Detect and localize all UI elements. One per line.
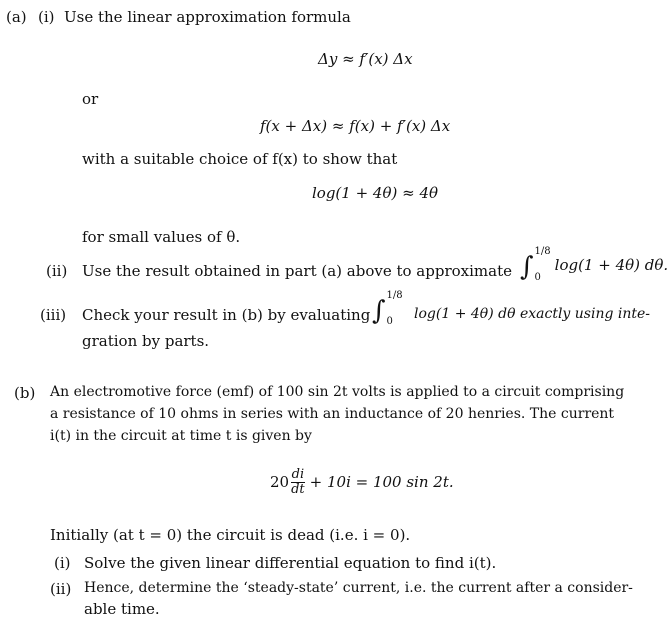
part-a-ii-label: (ii) [46,262,68,280]
derivative-numerator: di [291,467,305,482]
integral-sign: ∫ [372,296,386,326]
integrand: log(1 + 4θ) dθ. [554,256,669,274]
derivative-denominator: dt [291,481,305,497]
part-a-iii-label: (iii) [40,306,67,324]
integral-limits [387,292,403,326]
part-a-label: (a) [6,8,27,26]
integral-lower-limit: 0 [386,316,393,327]
part-a-iii-integral [372,292,407,326]
small-values-text: for small values of θ. [82,228,241,246]
part-b-ii-line1: Hence, determine the ‘steady-state’ current, i.e. the current after a consider- [84,580,633,596]
integral-upper-limit: 1/8 [386,290,403,301]
part-a-ii-integral [520,248,668,282]
part-b-i-label: (i) [54,554,71,572]
part-b-line2: a resistance of 10 ohms in series with an inductance of 20 henries. The current [50,406,615,422]
differential-equation [270,468,454,496]
part-a-iii-line2: gration by parts. [82,332,210,350]
part-a-i-intro: Use the linear approximation formula [64,8,351,26]
part-b-i-text: Solve the given linear differential equation to find i(t). [84,554,497,572]
part-a-i-label: (i) [38,8,55,26]
part-b-line1: An electromotive force (emf) of 100 sin 2t volts is applied to a circuit comprising [50,384,625,400]
integral-lower-limit: 0 [534,272,541,283]
part-b-line3: i(t) in the circuit at time t is given by [50,428,312,444]
derivative-fraction [290,468,306,496]
integral-limits [535,248,551,282]
eq-coefficient: 20 [270,473,290,492]
or-word: or [82,90,99,108]
linear-approx-formula-alt: f(x + Δx) ≈ f(x) + f′(x) Δx [260,117,451,135]
part-a-ii-text: Use the result obtained in part (a) above to approximate [82,262,512,280]
integral-sign: ∫ [520,252,534,282]
eq-rest: + 10i = 100 sin 2t. [309,473,454,492]
part-b-ii-line2: able time. [84,600,160,618]
log-approx-result: log(1 + 4θ) ≈ 4θ [312,184,439,202]
part-b-label: (b) [14,384,36,402]
choice-text: with a suitable choice of f(x) to show that [82,150,398,168]
linear-approx-formula: Δy ≈ f′(x) Δx [318,50,413,68]
integral-upper-limit: 1/8 [534,246,551,257]
initial-condition: Initially (at t = 0) the circuit is dead (i.e. i = 0). [50,526,411,544]
part-b-ii-label: (ii) [50,580,72,598]
part-a-iii-text-before: Check your result in (b) by evaluating [82,306,371,324]
part-a-iii-text-after: log(1 + 4θ) dθ exactly using inte- [414,306,651,322]
